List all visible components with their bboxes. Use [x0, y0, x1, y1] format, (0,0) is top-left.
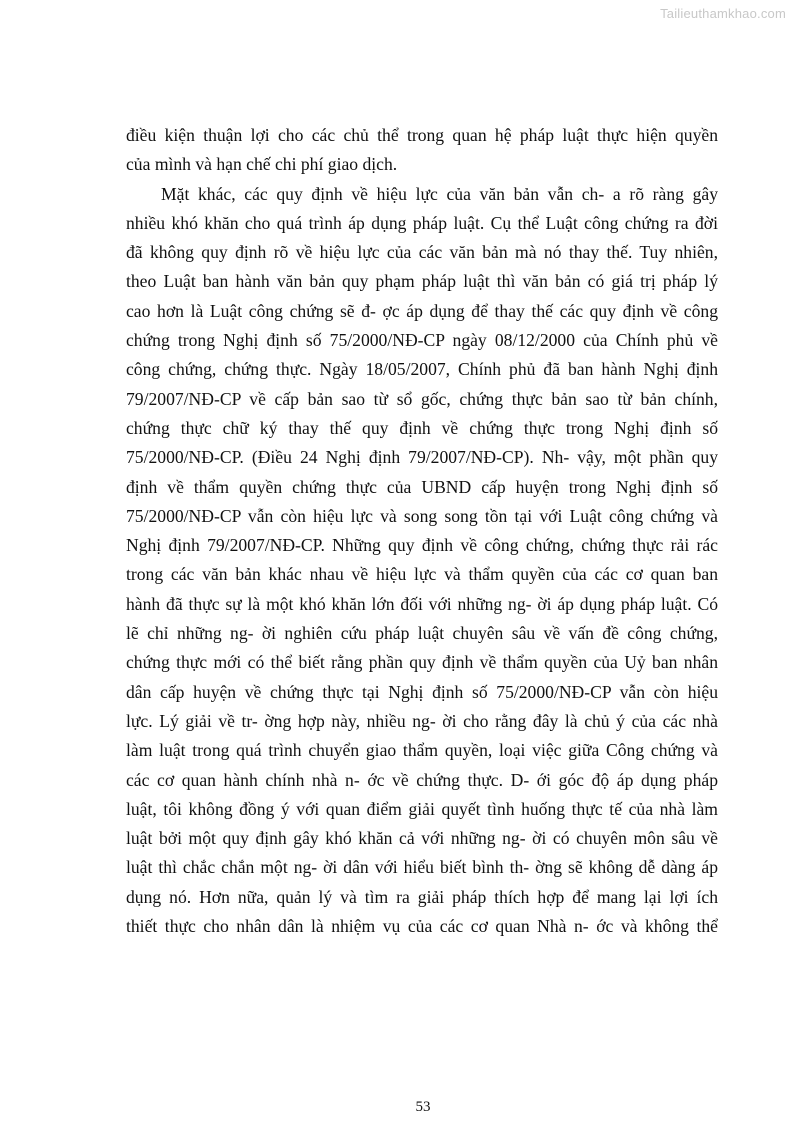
text-line: trong các văn bản khác nhau về hiệu lực và thẩm quyền của các cơ quan ban: [126, 564, 718, 585]
text-line: lực. Lý giải về tr- ờng hợp này, nhiều ng- ời cho rằng đây là chủ ý của các nhà: [126, 710, 718, 731]
text-line: chứng thực mới có thể biết rằng phần quy định về thẩm quyền của Uỷ ban nhân: [126, 652, 718, 673]
text-line: luật, tôi không đồng ý với quan điểm giải quyết tình huống thực tế của nhà làm: [126, 798, 718, 819]
text-line: nhiều khó khăn cho quá trình áp dụng pháp luật. Cụ thể Luật công chứng ra đời: [126, 212, 718, 233]
text-line: dụng nó. Hơn nữa, quản lý và tìm ra giải pháp thích hợp để mang lại lợi ích: [126, 886, 718, 907]
text-line: luật bởi một quy định gây khó khăn cả với những ng- ời có chuyên môn sâu về: [126, 828, 718, 849]
text-line: đã không quy định rõ về hiệu lực của các văn bản mà nó thay thế. Tuy nhiên,: [126, 242, 718, 263]
text-line: luật thì chắc chắn một ng- ời dân với hiểu biết bình th- ờng sẽ không dễ dàng áp: [126, 857, 718, 878]
text-line: theo Luật ban hành văn bản quy phạm pháp luật thì văn bản có giá trị pháp lý: [126, 271, 718, 292]
text-line: 75/2000/NĐ-CP vẫn còn hiệu lực và song song tồn tại với Luật công chứng và: [126, 505, 718, 526]
text-line: lẽ chỉ những ng- ời nghiên cứu pháp luật chuyên sâu về vấn đề công chứng,: [126, 623, 718, 644]
text-line: điều kiện thuận lợi cho các chủ thể trong quan hệ pháp luật thực hiện quyền: [126, 125, 718, 145]
text-line: Mặt khác, các quy định về hiệu lực của văn bản vẫn ch- a rõ ràng gây: [161, 183, 718, 204]
text-line: dân cấp huyện về chứng thực tại Nghị định số 75/2000/NĐ-CP vẫn còn hiệu: [126, 681, 718, 702]
document-body: [126, 121, 718, 941]
watermark-text: Tailieuthamkhao.com: [660, 6, 786, 21]
text-line: của mình và hạn chế chi phí giao dịch.: [126, 154, 398, 175]
page-number: 53: [415, 1099, 431, 1115]
text-line: định về thẩm quyền chứng thực của UBND cấp huyện trong Nghị định số: [126, 476, 718, 497]
text-line: chứng trong Nghị định số 75/2000/NĐ-CP ngày 08/12/2000 của Chính phủ về: [126, 330, 718, 351]
text-line: làm luật trong quá trình chuyển giao thẩm quyền, loại việc giữa Công chứng và: [126, 740, 718, 761]
text-line: cao hơn là Luật công chứng sẽ đ- ợc áp dụng để thay thế các quy định về công: [126, 300, 718, 321]
text-line: các cơ quan hành chính nhà n- ớc về chứng thực. D- ới góc độ áp dụng pháp: [126, 769, 718, 790]
text-line: hành đã thực sự là một khó khăn lớn đối với những ng- ời áp dụng pháp luật. Có: [126, 593, 718, 614]
text-line: 79/2007/NĐ-CP về cấp bản sao từ sổ gốc, chứng thực bản sao từ bản chính,: [126, 388, 718, 409]
text-line: chứng thực chữ ký thay thế quy định về chứng thực trong Nghị định số: [126, 417, 718, 438]
text-line: 75/2000/NĐ-CP. (Điều 24 Nghị định 79/2007/NĐ-CP). Nh- vậy, một phần quy: [126, 447, 718, 468]
text-line: thiết thực cho nhân dân là nhiệm vụ của các cơ quan Nhà n- ớc và không thể: [126, 916, 718, 937]
text-line: công chứng, chứng thực. Ngày 18/05/2007, Chính phủ đã ban hành Nghị định: [126, 359, 718, 380]
text-line: Nghị định 79/2007/NĐ-CP. Những quy định về công chứng, chứng thực rải rác: [126, 535, 718, 556]
